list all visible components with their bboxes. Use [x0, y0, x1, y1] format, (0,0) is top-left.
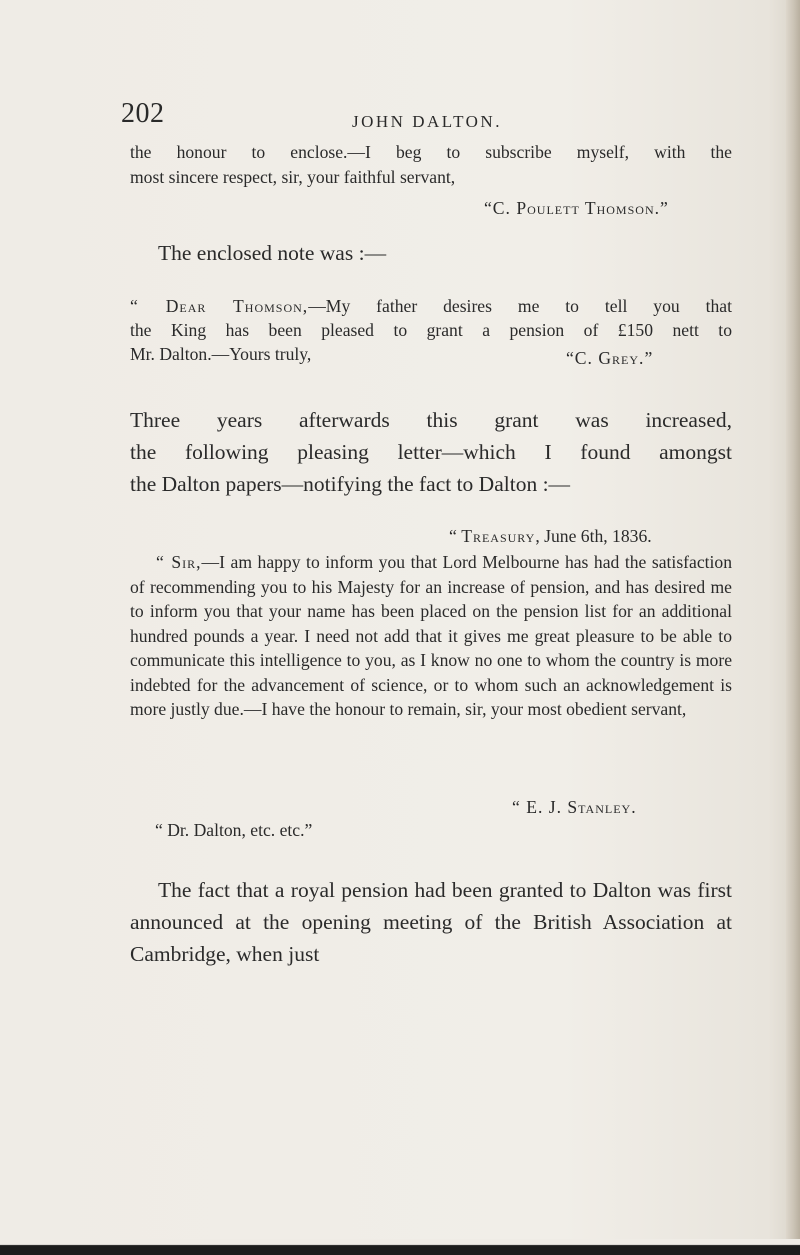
paragraph-grant-increased-line1: Three years afterwards this grant was increased, [130, 408, 732, 432]
grey-note-line1: “ Dear Thomson,—My father desires me to tell you that [130, 296, 732, 316]
grey-note-salutation: “ Dear Thomson, [130, 296, 309, 316]
signature-stanley: “ E. J. Stanley. [512, 797, 637, 817]
paragraph-royal-pension-announced: The fact that a royal pension had been granted to Dalton was first announced at the opening meeting of the British Association at Cambridge, when just [130, 878, 732, 966]
treasury-office: Treasury [461, 526, 536, 546]
paragraph-letter-close-line1: the honour to enclose.—I beg to subscribe myself, with the [130, 142, 732, 162]
grey-note-line3: Mr. Dalton.—Yours truly, [130, 344, 312, 364]
paragraph-letter-close-line2: most sincere respect, sir, your faithful servant, [130, 167, 456, 187]
letter-salutation-sir: “ Sir, [156, 552, 202, 572]
page-number: 202 [121, 98, 165, 129]
page-bottom-edge [0, 1239, 800, 1255]
paragraph-grant-increased-line3: the Dalton papers—notifying the fact to Dalton :— [130, 472, 571, 496]
treasury-letter-heading: “ Treasury, June 6th, 1836. [449, 526, 652, 546]
signature-grey: “C. Grey.” [566, 348, 654, 368]
enclosed-note-intro: The enclosed note was :— [158, 241, 387, 265]
paragraph-grant-increased-line2: the following pleasing letter—which I found amongst [130, 440, 732, 464]
running-head: JOHN DALTON. [352, 112, 502, 131]
grey-note-line2: the King has been pleased to grant a pension of £150 nett to [130, 320, 732, 340]
letter-addressee: “ Dr. Dalton, etc. etc.” [155, 820, 313, 840]
page-edge-shadow [786, 0, 800, 1255]
treasury-letter-body: “ Sir,—I am happy to inform you that Lord Melbourne has had the satisfaction of recommending you to his Majesty for an increase of pension, and has desired me to inform you that your name has been placed on the pension list for an additional hundred pounds a year. I need not add that it gives me great pleasure to be able to communicate this intelligence to you, as I know no one to whom the country is more indebted for the advancement of science, or to whom such an acknowledgement is more justly due.—I have the honour to remain, sir, your most obedient servant, [130, 552, 733, 719]
signature-poulett-thomson: “C. Poulett Thomson.” [484, 198, 669, 218]
